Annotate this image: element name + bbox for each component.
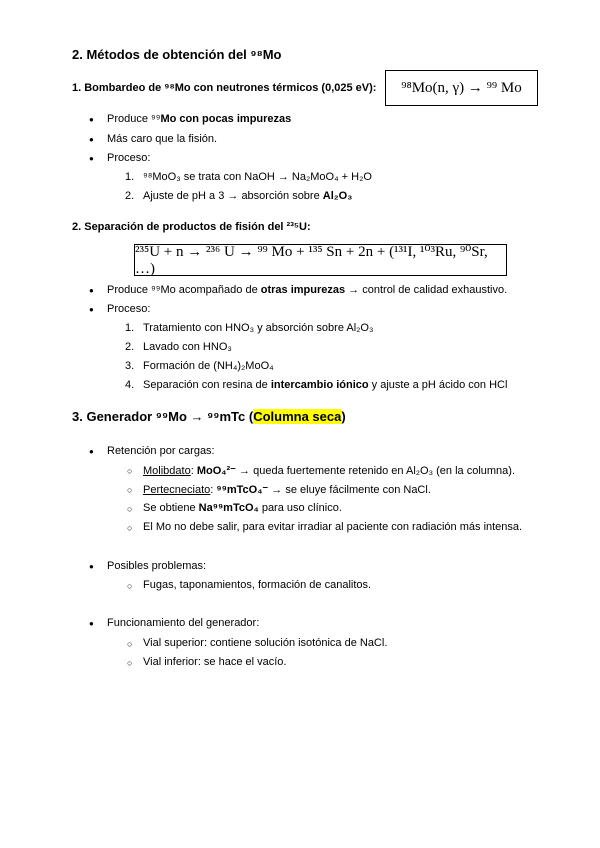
method-1-step-1: 1. ⁹⁸MoO₃ se trata con NaOH → Na₂MoO₄ + H₂O [125,171,372,183]
section-3-title: 3. Generador ⁹⁹Mo → ⁹⁹mTc (Columna seca) [72,409,346,424]
retention-item-2: ○ Pertecneciato: ⁹⁹mTcO₄⁻ → se eluye fácilmente con NaCl. [143,483,431,496]
method-1-equation: ⁹⁸Mo(n, γ) → ⁹⁹ Mo [385,70,538,106]
method-2-step-1: 1. Tratamiento con HNO₃ y absorción sobre Al₂O₃ [125,322,374,334]
section-2-title: 2. Métodos de obtención del ⁹⁸Mo [72,47,282,62]
retention-item-1: ○ Molibdato: MoO₄²⁻ → queda fuertemente retenido en Al₂O₃ (en la columna). [143,464,515,477]
section-3-bullet-3: ● Funcionamiento del generador: [107,617,259,629]
method-2-equation: ²³⁵U + n → ²³⁶ U → ⁹⁹ Mo + ¹³⁵ Sn + 2n + (¹³¹I, ¹⁰³Ru, ⁹⁰Sr, …) [134,244,507,276]
method-2-bullet-1: ● Produce ⁹⁹Mo acompañado de otras impurezas → control de calidad exhaustivo. [107,284,507,296]
problems-item-1: ○ Fugas, taponamientos, formación de canalitos. [143,579,371,591]
highlight: Columna seca [253,409,342,424]
section-3-bullet-1: ● Retención por cargas: [107,445,215,457]
generator-item-1: ○ Vial superior: contiene solución isotónica de NaCl. [143,637,387,649]
method-2-bullet-2: ● Proceso: [107,303,150,315]
method-2-step-4: 4. Separación con resina de intercambio iónico y ajuste a pH ácido con HCl [125,379,508,391]
method-1-bullet-1: ● Produce ⁹⁹Mo con pocas impurezas [107,113,291,125]
method-2-step-2: 2. Lavado con HNO₃ [125,341,232,353]
retention-item-3: ○ Se obtiene Na⁹⁹mTcO₄ para uso clínico. [143,502,342,514]
method-2-step-3: 3. Formación de (NH₄)₂MoO₄ [125,360,274,372]
method-1-heading: 1. Bombardeo de ⁹⁸Mo con neutrones térmicos (0,025 eV): [72,82,377,94]
method-1-bullet-3: ● Proceso: [107,152,150,164]
method-1-bullet-2: ● Más caro que la fisión. [107,133,217,145]
section-3-bullet-2: ● Posibles problemas: [107,560,206,572]
generator-item-2: ○ Vial inferior: se hace el vacío. [143,656,286,668]
method-2-heading: 2. Separación de productos de fisión del ²³⁵U: [72,221,311,233]
method-1-step-2: 2. Ajuste de pH a 3 → absorción sobre Al₂O₃ [125,190,353,202]
retention-item-4: ○ El Mo no debe salir, para evitar irradiar al paciente con radiación más intensa. [143,521,522,533]
